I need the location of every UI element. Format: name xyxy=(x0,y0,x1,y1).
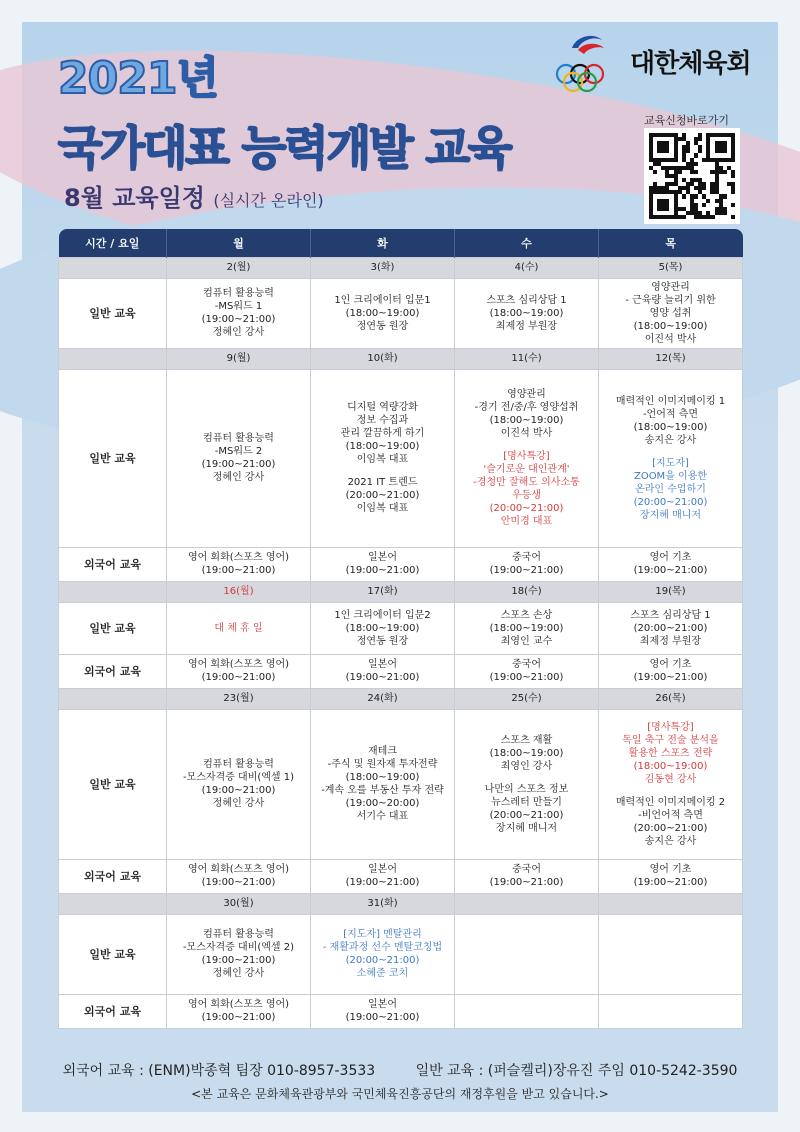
cell-line: [지도자] 멘탈관리 xyxy=(343,929,422,940)
cell-line: -주식 및 원자재 투자전략 xyxy=(327,759,438,770)
schedule-cell xyxy=(311,654,455,688)
schedule-cell xyxy=(599,602,743,654)
contact-general: 일반 교육 : (퍼슬켈리)장유진 주임 010-5242-3590 xyxy=(415,1063,738,1079)
header-cell: 화 xyxy=(311,229,455,257)
schedule-body xyxy=(59,257,743,1028)
cell-line: 영어 기초 xyxy=(649,864,692,875)
cell-line: 컴퓨터 활용능력 xyxy=(203,759,274,770)
cell-line: 영어 회화(스포츠 영어) xyxy=(187,864,290,875)
schedule-cell xyxy=(311,369,455,547)
date-cell: 17(화) xyxy=(311,581,455,602)
cell-line: 김동현 강사 xyxy=(644,773,697,785)
cell-line: 활용한 스포츠 전략 xyxy=(628,747,713,759)
schedule-cell xyxy=(167,602,311,654)
cell-line: 온라인 수업하기 xyxy=(635,483,706,495)
cell-line: 정연동 원장 xyxy=(356,320,409,332)
schedule-cell xyxy=(455,709,599,859)
cell-line: 1인 크리에이터 입문2 xyxy=(334,609,431,621)
cell-line: (18:00~19:00) xyxy=(489,307,564,319)
header-cell: 월 xyxy=(167,229,311,257)
cell-line: 영양관리 xyxy=(507,389,546,400)
table-row xyxy=(59,654,743,688)
cell-line: 컴퓨터 활용능력 xyxy=(203,288,274,299)
table-row xyxy=(59,914,743,994)
cell-line: 디지털 역량강화 xyxy=(347,402,418,413)
qr-code[interactable] xyxy=(644,128,740,224)
cell-line: -모스자격증 대비(엑셀 2) xyxy=(182,942,295,953)
schedule-cell xyxy=(311,278,455,348)
schedule-cell xyxy=(599,278,743,348)
cell-line: (19:00~21:00) xyxy=(201,877,276,888)
line-gap xyxy=(457,773,596,783)
cell-line: 장지혜 매니저 xyxy=(495,822,558,834)
cell-line: (18:00~19:00) xyxy=(489,415,564,426)
date-cell: 24(화) xyxy=(311,688,455,709)
line-gap xyxy=(457,440,596,450)
cell-line: 정혜인 강사 xyxy=(212,968,265,979)
contact-info xyxy=(0,1060,800,1080)
cell-line: 2021 IT 트렌드 xyxy=(347,477,418,488)
schedule-cell xyxy=(599,547,743,581)
row-label: 일반 교육 xyxy=(59,914,167,994)
contact-foreign: 외국어 교육 : (ENM)박종혁 팀장 010-8957-3533 xyxy=(62,1063,376,1079)
cell-line: 재테크 xyxy=(368,746,397,757)
cell-line: -계속 오를 부동산 투자 전략 xyxy=(321,785,444,796)
schedule-cell xyxy=(167,709,311,859)
cell-line: (20:00~21:00) xyxy=(633,496,708,508)
schedule-cell xyxy=(455,369,599,547)
cell-line: (18:00~19:00) xyxy=(345,307,420,319)
cell-line: 송지은 강사 xyxy=(644,835,697,847)
cell-line: 이임복 대표 xyxy=(356,454,409,465)
cell-line: 영양 섭취 xyxy=(649,307,692,319)
cell-line: -MS워드 2 xyxy=(214,446,263,457)
cell-line: 영어 회화(스포츠 영어) xyxy=(187,999,290,1010)
schedule-cell xyxy=(455,914,599,994)
cell-line: 컴퓨터 활용능력 xyxy=(203,433,274,444)
cell-line: 영어 기초 xyxy=(649,659,692,670)
date-cell: 26(목) xyxy=(599,688,743,709)
cell-line: '슬기로운 대인관계' xyxy=(483,464,570,475)
cell-line: 이진석 박사 xyxy=(644,333,697,345)
cell-line: 안미경 대표 xyxy=(500,516,553,527)
row-label: 일반 교육 xyxy=(59,278,167,348)
cell-line: (20:00~21:00) xyxy=(345,955,420,966)
cell-line: 영어 회화(스포츠 영어) xyxy=(187,659,290,670)
cell-line: - 재활과정 선수 멘탈코칭법 xyxy=(322,942,443,953)
cell-line: (18:00~19:00) xyxy=(633,320,708,332)
cell-line: (18:00~19:00) xyxy=(633,760,708,772)
cell-line: 정연동 원장 xyxy=(356,635,409,647)
schedule-cell xyxy=(311,709,455,859)
cell-line: (19:00~21:00) xyxy=(345,672,420,683)
cell-line: [명사특강] xyxy=(503,451,550,462)
cell-line: 정혜인 강사 xyxy=(212,327,265,338)
subtitle-note: (실시간 온라인) xyxy=(213,191,324,210)
table-row xyxy=(59,369,743,547)
date-cell: 10(화) xyxy=(311,348,455,369)
cell-line: (18:00~19:00) xyxy=(489,747,564,759)
cell-line: (18:00~19:00) xyxy=(633,421,708,433)
cell-line: (20:00~21:00) xyxy=(633,622,708,634)
cell-line: (19:00~21:00) xyxy=(201,785,276,796)
cell-line: - 근육량 늘리기 위한 xyxy=(625,294,716,306)
schedule-cell xyxy=(311,994,455,1028)
cell-line: 이진석 박사 xyxy=(500,428,553,439)
row-label: 외국어 교육 xyxy=(59,654,167,688)
table-row xyxy=(59,859,743,893)
table-row xyxy=(59,547,743,581)
schedule-cell xyxy=(311,859,455,893)
row-label: 외국어 교육 xyxy=(59,547,167,581)
cell-line: 최영인 강사 xyxy=(500,760,553,772)
cell-line: (18:00~19:00) xyxy=(345,441,420,452)
schedule-cell xyxy=(599,994,743,1028)
schedule-cell xyxy=(455,602,599,654)
date-cell xyxy=(599,893,743,914)
cell-line: -언어적 측면 xyxy=(642,408,699,420)
date-cell: 18(수) xyxy=(455,581,599,602)
cell-line: (19:00~21:00) xyxy=(489,672,564,683)
schedule-cell xyxy=(311,602,455,654)
cell-line: 소혜준 코치 xyxy=(356,968,409,979)
qr-pattern xyxy=(649,133,735,219)
schedule-cell xyxy=(455,547,599,581)
subtitle-main: 8월 교육일정 xyxy=(64,184,205,212)
cell-line: (20:00~21:00) xyxy=(489,809,564,821)
date-cell: 9(월) xyxy=(167,348,311,369)
date-cell: 31(화) xyxy=(311,893,455,914)
row-label: 일반 교육 xyxy=(59,602,167,654)
cell-line: -경기 전/중/후 영양섭취 xyxy=(474,402,579,413)
cell-line: 대 체 휴 일 xyxy=(214,622,263,634)
row-label: 일반 교육 xyxy=(59,369,167,547)
date-row-blank xyxy=(59,688,167,709)
cell-line: 영양관리 xyxy=(651,281,690,293)
cell-line: 서기수 대표 xyxy=(356,811,409,822)
schedule-cell xyxy=(599,369,743,547)
cell-line: ZOOM을 이용한 xyxy=(633,470,708,482)
table-row xyxy=(59,602,743,654)
schedule-cell xyxy=(167,994,311,1028)
cell-line: 정보 수집과 xyxy=(356,415,409,426)
cell-line: (18:00~19:00) xyxy=(345,622,420,634)
cell-line: 중국어 xyxy=(512,659,541,670)
cell-line: 영어 기초 xyxy=(649,552,692,563)
cell-line: 영어 회화(스포츠 영어) xyxy=(187,552,290,563)
cell-line: 이임복 대표 xyxy=(356,503,409,514)
cell-line: (19:00~21:00) xyxy=(633,565,708,576)
page-subtitle xyxy=(64,178,324,213)
line-gap xyxy=(313,466,452,476)
cell-line: 컴퓨터 활용능력 xyxy=(203,929,274,940)
table-header-row xyxy=(59,229,743,257)
cell-line: 일본어 xyxy=(368,659,397,670)
cell-line: -MS워드 1 xyxy=(214,301,263,312)
cell-line: 스포츠 재활 xyxy=(500,734,553,746)
cell-line: 매력적인 이미지메이킹 2 xyxy=(615,796,726,808)
date-cell: 5(목) xyxy=(599,257,743,278)
schedule-cell xyxy=(167,547,311,581)
date-row-blank xyxy=(59,257,167,278)
cell-line: [지도자] xyxy=(652,457,689,469)
cell-line: 관리 깔끔하게 하기 xyxy=(340,428,425,439)
header-cell: 수 xyxy=(455,229,599,257)
cell-line: 일본어 xyxy=(368,552,397,563)
qr-label: 교육신청바로가기 xyxy=(644,114,730,127)
date-row-blank xyxy=(59,348,167,369)
schedule-cell xyxy=(311,914,455,994)
schedule-cell xyxy=(455,994,599,1028)
cell-line: 매력적인 이미지메이킹 1 xyxy=(615,395,726,407)
cell-line: 뉴스레터 만들기 xyxy=(491,796,562,808)
cell-line: 독일 축구 전술 분석을 xyxy=(622,734,719,746)
cell-line: (19:00~21:00) xyxy=(201,672,276,683)
date-cell: 25(수) xyxy=(455,688,599,709)
schedule-cell xyxy=(455,278,599,348)
page-title: 국가대표 능력개발 교육 xyxy=(58,121,511,175)
cell-line: (18:00~19:00) xyxy=(489,622,564,634)
cell-line: (19:00~21:00) xyxy=(489,877,564,888)
date-cell: 2(월) xyxy=(167,257,311,278)
schedule-cell xyxy=(167,654,311,688)
org-name: 대한체육회 xyxy=(630,48,751,79)
cell-line: (19:00~21:00) xyxy=(201,955,276,966)
schedule-cell xyxy=(599,859,743,893)
date-cell: 3(화) xyxy=(311,257,455,278)
schedule-cell xyxy=(455,859,599,893)
year-heading: 2021년 xyxy=(58,53,218,104)
cell-line: 중국어 xyxy=(512,864,541,875)
cell-line: 송지은 강사 xyxy=(644,434,697,446)
cell-line: [명사특강] xyxy=(647,721,694,733)
cell-line: (19:00~21:00) xyxy=(345,1012,420,1023)
cell-line: 나만의 스포츠 정보 xyxy=(484,783,569,795)
row-label: 외국어 교육 xyxy=(59,994,167,1028)
table-row xyxy=(59,709,743,859)
cell-line: -비언어적 측면 xyxy=(638,809,703,821)
cell-line: -모스자격증 대비(엑셀 1) xyxy=(182,772,295,783)
cell-line: (19:00~21:00) xyxy=(489,565,564,576)
date-cell xyxy=(455,893,599,914)
row-label: 일반 교육 xyxy=(59,709,167,859)
header-cell: 목 xyxy=(599,229,743,257)
date-row xyxy=(59,688,743,709)
date-cell: 4(수) xyxy=(455,257,599,278)
cell-line: (19:00~21:00) xyxy=(633,877,708,888)
line-gap xyxy=(601,786,740,796)
schedule-cell xyxy=(167,278,311,348)
cell-line: (19:00~21:00) xyxy=(345,877,420,888)
date-row-blank xyxy=(59,893,167,914)
date-row xyxy=(59,348,743,369)
schedule-cell xyxy=(455,654,599,688)
table-row xyxy=(59,994,743,1028)
cell-line: 1인 크리에이터 입문1 xyxy=(334,294,431,306)
cell-line: (19:00~20:00) xyxy=(345,798,420,809)
cell-line: 최영인 교수 xyxy=(500,635,553,647)
date-row xyxy=(59,581,743,602)
cell-line: 스포츠 심리상담 1 xyxy=(630,609,711,621)
cell-line: -경청만 잘해도 의사소통 xyxy=(473,477,580,488)
cell-line: 최제정 부원장 xyxy=(495,320,558,332)
cell-line: (20:00~21:00) xyxy=(633,822,708,834)
cell-line: 일본어 xyxy=(368,864,397,875)
org-logo xyxy=(550,26,770,96)
cell-line: (19:00~21:00) xyxy=(201,314,276,325)
schedule-cell xyxy=(599,709,743,859)
cell-line: (20:00~21:00) xyxy=(345,490,420,501)
cell-line: 일본어 xyxy=(368,999,397,1010)
schedule-cell xyxy=(167,914,311,994)
cell-line: (19:00~21:00) xyxy=(345,565,420,576)
cell-line: (18:00~19:00) xyxy=(345,772,420,783)
cell-line: 스포츠 손상 xyxy=(500,609,553,621)
cell-line: 우등생 xyxy=(512,490,541,501)
schedule-cell xyxy=(311,547,455,581)
schedule-table xyxy=(58,229,743,1029)
sponsor-note: <본 교육은 문화체육관광부와 국민체육진흥공단의 재정후원을 받고 있습니다.> xyxy=(191,1087,609,1101)
date-cell: 30(월) xyxy=(167,893,311,914)
cell-line: 최제정 부원장 xyxy=(639,635,702,647)
date-cell: 11(수) xyxy=(455,348,599,369)
schedule-cell xyxy=(599,914,743,994)
cell-line: 스포츠 심리상담 1 xyxy=(486,294,567,306)
schedule-cell xyxy=(167,369,311,547)
date-cell: 16(월) xyxy=(167,581,311,602)
schedule-cell xyxy=(167,859,311,893)
date-row-blank xyxy=(59,581,167,602)
line-gap xyxy=(601,447,740,457)
cell-line: (19:00~21:00) xyxy=(201,565,276,576)
date-row xyxy=(59,257,743,278)
cell-line: (19:00~21:00) xyxy=(633,672,708,683)
cell-line: (19:00~21:00) xyxy=(201,459,276,470)
date-cell: 12(목) xyxy=(599,348,743,369)
header-cell: 시간 / 요일 xyxy=(59,229,167,257)
cell-line: 중국어 xyxy=(512,552,541,563)
schedule-cell xyxy=(599,654,743,688)
row-label: 외국어 교육 xyxy=(59,859,167,893)
cell-line: (19:00~21:00) xyxy=(201,1012,276,1023)
table-row xyxy=(59,278,743,348)
date-cell: 23(월) xyxy=(167,688,311,709)
date-cell: 19(목) xyxy=(599,581,743,602)
cell-line: 장지혜 매니저 xyxy=(639,509,702,521)
cell-line: 정혜인 강사 xyxy=(212,472,265,483)
cell-line: (20:00~21:00) xyxy=(489,503,564,514)
olympic-rings-icon xyxy=(550,30,626,92)
date-row xyxy=(59,893,743,914)
cell-line: 정혜인 강사 xyxy=(212,798,265,809)
